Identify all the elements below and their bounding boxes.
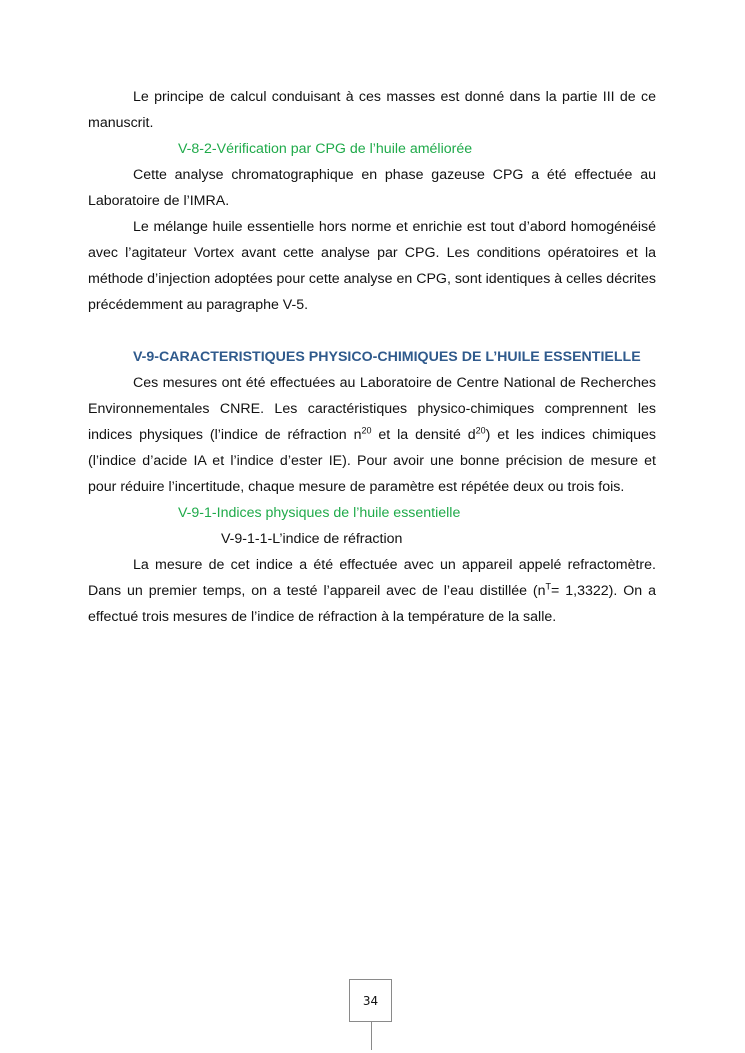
- paragraph-mesures-part-1: Ces mesures ont été effectuées au Laboratoire de Centre National de Recherches Environnementales CNRE. Les caractéristiques physico-chimiques comprennent les indices physiques (l’indice de réfraction n: [88, 375, 656, 443]
- superscript-t: T: [545, 581, 552, 592]
- paragraph-mesures-part-2: et la densité d: [371, 427, 476, 443]
- subsubheading-v-9-1-1: V-9-1-1-L’indice de réfraction: [221, 531, 403, 547]
- page-number: 34: [362, 993, 379, 1008]
- subheading-v-8-2: V-8-2-Vérification par CPG de l’huile améliorée: [178, 141, 473, 157]
- paragraph-refraction-part-1: La mesure de cet indice a été effectuée avec un appareil appelé refractomètre. Dans un premier temps, on a testé l’appareil avec de l’eau distillée (n: [88, 557, 656, 599]
- page-number-box: [349, 979, 392, 1022]
- subheading-v-9-1: V-9-1-Indices physiques de l’huile essentielle: [178, 505, 461, 521]
- section-heading-v-9: V-9-CARACTERISTIQUES PHYSICO-CHIMIQUES DE L’HUILE ESSENTIELLE: [133, 349, 641, 365]
- paragraph-refraction: [88, 552, 656, 630]
- paragraph-melange: Le mélange huile essentielle hors norme et enrichie est tout d’abord homogénéisé avec l’agitateur Vortex avant cette analyse par CPG. Les conditions opératoires et la méthode d’injection adoptées pour cette analyse en CPG, sont identiques à celles décrites précédemment au paragraphe V-5.: [88, 219, 656, 313]
- superscript-n20: 20: [361, 425, 372, 436]
- superscript-d20: 20: [475, 425, 486, 436]
- paragraph-analyse-cpg: Cette analyse chromatographique en phase gazeuse CPG a été effectuée au Laboratoire de l’IMRA.: [88, 167, 656, 209]
- paragraph-refraction-part-2: = 1,3322). On a effectué trois mesures de l’indice de réfraction à la température de la salle.: [88, 583, 656, 625]
- body-text: [88, 84, 656, 630]
- page-number-line: [371, 1022, 372, 1050]
- paragraph-mesures-part-3: ) et les indices chimiques (l’indice d’acide IA et l’indice d’ester IE). Pour avoir une bonne précision de mesure et pour réduire l’incertitude, chaque mesure de paramètre est répétée deux ou trois fois.: [88, 427, 657, 495]
- paragraph-calcul: Le principe de calcul conduisant à ces masses est donné dans la partie III de ce manuscrit.: [88, 89, 656, 131]
- paragraph-mesures: [88, 370, 656, 500]
